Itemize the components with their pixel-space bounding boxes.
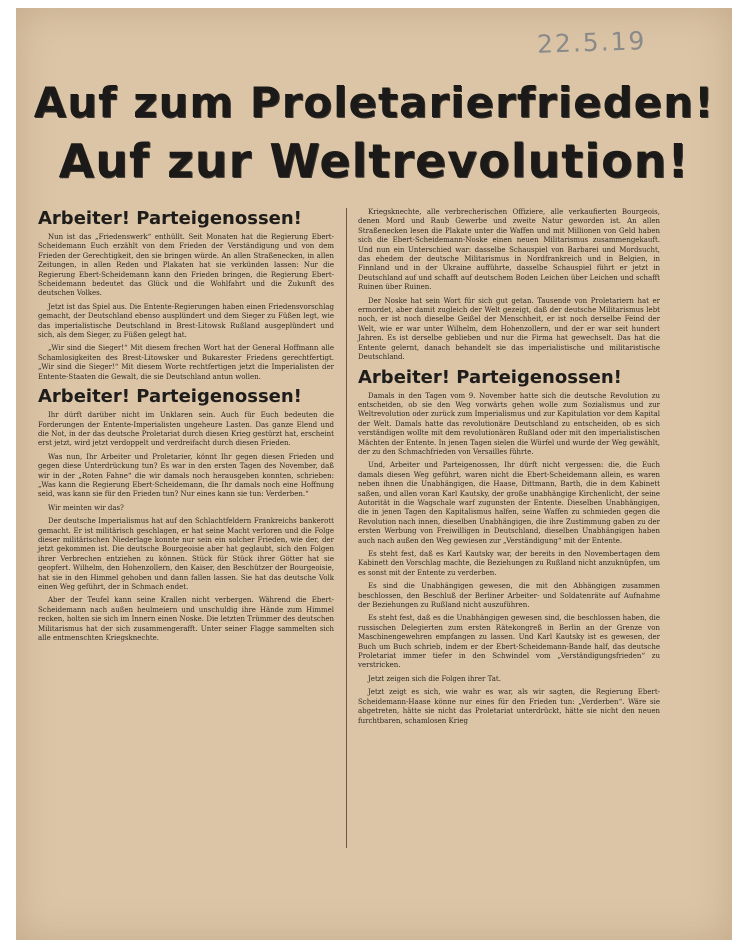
paragraph: Es sind die Unabhängigen gewesen, die mit den Abhängigen zusammen beschlossen, den Beschluß der Berliner Arbeiter- und Soldatenräte auf Aufnahme der Beziehungen zu Rußland nicht auszuführen. xyxy=(358,582,660,610)
section-heading: Arbeiter! Parteigenossen! xyxy=(38,386,302,408)
paragraph: Was nun, Ihr Arbeiter und Proletarier, könnt Ihr gegen diesen Frieden und gegen diese Unterdrückung tun? Es war in den ersten Tagen des November, daß wir in der „Roten Fahne“ die wir damals noch herausgeben konnten, schrieben: „Was kann die Regierung Ebert-Scheidemann, die Ihr damals noch eine Hoffnung seid, was kann sie für den Frieden tun? Nur eines kann sie tun: Verderben.“ xyxy=(38,452,334,499)
section-heading: Arbeiter! Parteigenossen! xyxy=(358,366,622,388)
paragraph: Jetzt zeigt es sich, wie wahr es war, als wir sagten, die Regierung Ebert-Scheidemann-Haase könne nur eines für den Frieden tun: „Verderben“. Wäre sie abgetreten, hätte sie nicht das Proletariat unterdrückt, hätte sie nicht den neuen furchtbaren, schamlosen Krieg xyxy=(358,688,660,725)
handwritten-date: 22.5.19 xyxy=(536,26,647,59)
left-column xyxy=(38,208,334,647)
section-heading: Arbeiter! Parteigenossen! xyxy=(38,208,302,229)
paragraph: „Wir sind die Sieger!“ Mit diesem frechen Wort hat der General Hoffmann alle Schamlosigkeiten des Brest-Litowsker und Bukarester Friedens gerechtfertigt. „Wir sind die Sieger!“ Mit diesem Worte rechtfertigen jetzt die Imperialisten der Entente-Staaten die Gewalt, die sie Deutschland antun wollen. xyxy=(38,344,334,381)
paragraph: Und, Arbeiter und Parteigenossen, Ihr dürft nicht vergessen: die, die Euch damals diesen Weg geführt, waren nicht die Ebert-Scheidemann allein, es waren neben ihnen die Unabhängigen, die Haase, Dittmann, Barth, die in dem Kabinett saßen, und allen voran Karl Kautsky, der große unabhängige Kirchenlicht, der seine Autorität in die Wagschale warf zugunsten der Entente. Dieselben Unabhängigen, die in jenen Tagen den Kapitalismus halfen, seine Waffen zu schmieden gegen die Revolution nach innen, dieselben Unabhängigen, die ihre Zustimmung gaben zu der ersten Werbung von Freiwilligen in Deutschland, dieselben Unabhängigen haben auch nach außen den Weg gewiesen zur „Verständigung“ mit der Entente. xyxy=(358,461,660,545)
paragraph: Wir meinten wir das? xyxy=(48,503,124,512)
headline-line-2: Auf zur Weltrevolution! xyxy=(58,134,690,188)
paragraph: Es steht fest, daß es Karl Kautsky war, der bereits in den Novembertagen dem Kabinett den Vorschlag machte, die Beziehungen zu Rußland nicht anzuknüpfen, um es sonst mit der Entente zu verderben. xyxy=(358,550,660,577)
column-divider xyxy=(346,208,347,848)
right-column xyxy=(358,208,660,730)
paragraph: Damals in den Tagen vom 9. November hatte sich die deutsche Revolution zu entscheiden, ob sie den Weg vorwärts gehen wolle zum Sozialismus und zur Weltrevolution oder zurück zum Imperialismus und zur Kapitulation vor dem Kapital der Welt. Damals hatte das revolutionäre Deutschland zu entscheiden, ob es sich verständigen wollte mit dem revolutionären Rußland oder mit den imperialistischen Mächten der Entente. In jenen Tagen sielen die Würfel und wurde der Weg gewählt, der zu den Schmachfrieden von Versailles führte. xyxy=(358,391,660,456)
paragraph: Der deutsche Imperialismus hat auf den Schlachtfeldern Frankreichs bankerott gemacht. Er ist militärisch geschlagen, er hat seine Macht verloren und die Folge dieser militärischen Niederlage konnte nur sein ein solcher Frieden, wie der, der jetzt gekommen ist. Die deutsche Bourgeoisie aber hat geglaubt, sich den Folgen ihrer Verbrechen entziehen zu können. Stück für Stück ihrer Götter hat sie geopfert. Wilhelm, den Hohenzollern, den Kaiser, den Beschützer der Bourgeoisie, hat sie in den Himmel gehoben und dann fallen lassen. Sie hat das deutsche Volk einen Weg geführt, der in Schmach endet. xyxy=(38,517,334,591)
leaflet-sheet xyxy=(16,8,732,940)
paragraph: Jetzt ist das Spiel aus. Die Entente-Regierungen haben einen Friedensvorschlag gemacht, der Deutschland ebenso ausplündert und dem Sieger zu Füßen legt, wie das imperialistische Deutschland in Brest-Litowsk Rußland ausgeplündert und sich, als dem Sieger, zu Füßen gelegt hat. xyxy=(38,302,334,340)
paragraph: Ihr dürft darüber nicht im Unklaren sein. Auch für Euch bedeuten die Forderungen der Entente-Imperialisten ungeheure Lasten. Das ganze Elend und die Not, in der das deutsche Proletariat durch diesen Krieg gestürzt hat, erscheint erst jetzt, wird jetzt verdoppelt und verdreifacht durch diesen Frieden. xyxy=(38,411,334,448)
paragraph: Aber der Teufel kann seine Krallen nicht verbergen. Während die Ebert-Scheidemann nach außen heulmeiern und unschuldig ihre Hände zum Himmel recken, holten sie sich im Innern einen Noske. Die letzten Trümmer des deutschen Militarismus hat der sich zusammengerafft. Unter seiner Flagge sammelten sich alle entmenschten Kriegsknechte. xyxy=(38,596,334,643)
paragraph: Der Noske hat sein Wort für sich gut getan. Tausende von Proletariern hat er ermordet, aber damit zugleich der Welt gezeigt, daß der deutsche Militarismus lebt noch, er ist noch dieselbe Geißel der Menschheit, er ist noch derselbe Feind der Welt, wie er war unter Wilhelm, dem Hohenzollern, und der er war seit hundert Jahren. Es ist derselbe geblieben und nur die Firma hat gewechselt. Das hat die Entente gelernt, danach behandelt sie das imperialistische und militaristische Deutschland. xyxy=(358,296,660,362)
paragraph: Kriegsknechte, alle verbrecherischen Offiziere, alle verkaufierten Bourgeois, denen Mord und Raub Gewerbe und zweite Natur geworden ist. An allen Straßenecken lesen die Plakate unter die Waffen und mit Millionen von Geld haben sich die Ebert-Scheidemann-Noske einen neuen Militarismus zusammengekauft. Und nun ein Unterschied war: dasselbe Schauspiel von Barbarei und Mordsucht, das ehedem der deutsche Militarismus in Nordfrankreich und in Belgien, in Finnland und in der Ukraine aufführte, dasselbe Schauspiel führt er jetzt in Deutschland auf und schafft auf deutschem Boden Leichen über Leichen und schafft Ruinen über Ruinen. xyxy=(358,208,660,292)
paragraph: Es steht fest, daß es die Unabhängigen gewesen sind, die beschlossen haben, die russischen Delegierten zum ersten Rätekongreß in Berlin an der Grenze von Maschinengewehren empfangen zu lassen. Und Karl Kautsky ist es gewesen, der Buch um Buch schrieb, indem er der Ebert-Scheidemann-Bande half, das deutsche Proletariat immer tiefer in den Schwindel vom „Verständigungsfrieden“ zu verstricken. xyxy=(358,614,660,670)
headline-line-1: Auf zum Proletarierfrieden! xyxy=(33,78,715,127)
paragraph: Nun ist das „Friedenswerk“ enthüllt. Seit Monaten hat die Regierung Ebert-Scheidemann Euch erzählt von dem Frieden der Verständigung und von dem Frieden der Gerechtigkeit, den sie bringen würde. An allen Straßenecken, in allen Zeitungen, in allen Reden und Plakaten hat sie verkünden lassen: Nur die Regierung Ebert-Scheidemann kann den Frieden bringen, die Regierung Ebert-Scheidemann bedeutet das Glück und die Wohlfahrt und die Zukunft des deutschen Volkes. xyxy=(38,233,334,298)
paragraph: Jetzt zeigen sich die Folgen ihrer Tat. xyxy=(368,674,501,683)
